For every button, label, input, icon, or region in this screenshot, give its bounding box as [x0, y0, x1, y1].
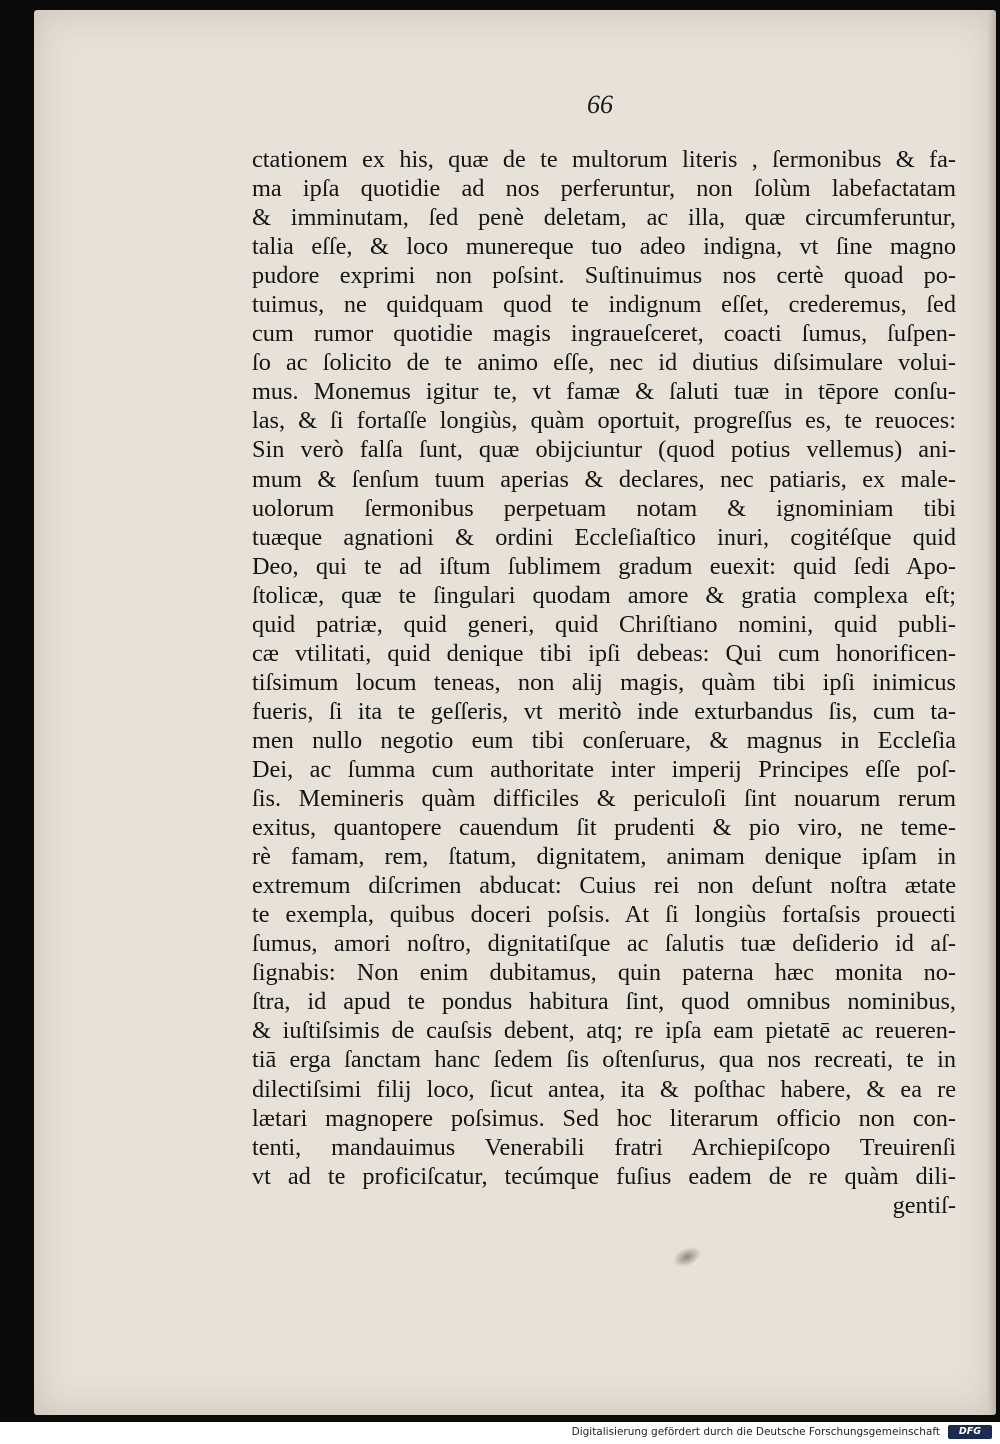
dfg-logo: DFG: [948, 1425, 992, 1439]
text-line: cæ vtilitati, quid denique tibi ipſi debeas: Qui cum honorificen-: [252, 639, 956, 667]
body-text: [252, 145, 956, 1220]
text-line: quid patriæ, quid generi, quid Chriſtiano nomini, quid publi-: [252, 610, 956, 638]
text-line: mum & ſenſum tuum aperias & declares, nec patiaris, ex male-: [252, 465, 956, 493]
text-line: tuæque agnationi & ordini Eccleſiaſtico inuri, cogitéſque quid: [252, 523, 956, 551]
text-line: las, & ſi fortaſſe longiùs, quàm oportuit, progreſſus es, te reuoces:: [252, 407, 956, 435]
text-line: cum rumor quotidie magis ingraueſceret, coacti ſumus, ſuſpen-: [252, 320, 956, 348]
page-edge: [988, 10, 996, 1415]
text-line: Dei, ac ſumma cum authoritate inter imperij Principes eſſe poſ-: [252, 755, 956, 783]
text-line: tiā erga ſanctam hanc ſedem ſis oſtenſurus, qua nos recreati, te in: [252, 1046, 956, 1074]
text-line: men nullo negotio eum tibi conſeruare, & magnus in Eccleſia: [252, 726, 956, 754]
text-line: vt ad te proficiſcatur, tecúmque fuſius eadem de re quàm dili-: [252, 1162, 956, 1190]
text-line: rè famam, rem, ſtatum, dignitatem, animam denique ipſam in: [252, 843, 956, 871]
text-line: Deo, qui te ad iſtum ſublimem gradum euexit: quid ſedi Apo-: [252, 552, 956, 580]
text-line: & imminutam, ſed penè deletam, ac illa, quæ circumferuntur,: [252, 204, 956, 232]
text-line: Sin verò falſa ſunt, quæ obijciuntur (quod potius vellemus) ani-: [252, 436, 956, 464]
text-line: tiſsimum locum teneas, non alij magis, quàm tibi ipſi inimicus: [252, 668, 956, 696]
text-line: ſignabis: Non enim dubitamus, quin paterna hæc monita no-: [252, 959, 956, 987]
text-line: ſis. Memineris quàm difficiles & periculoſi ſint nouarum rerum: [252, 785, 956, 813]
text-line: tenti, mandauimus Venerabili fratri Archiepiſcopo Treuirenſi: [252, 1133, 956, 1161]
text-line: ma ipſa quotidie ad nos perferuntur, non ſolùm labefactatam: [252, 175, 956, 203]
text-line: & iuſtiſsimis de cauſsis debent, atq; re ipſa eam pietatē ac reueren-: [252, 1017, 956, 1045]
text-line: talia eſſe, & loco munereque tuo adeo indigna, vt ſine magno: [252, 233, 956, 261]
text-line: exitus, quantopere cauendum ſit prudenti & pio viro, ne teme-: [252, 814, 956, 842]
text-line: pudore exprimi non poſsint. Suſtinuimus nos certè quoad po-: [252, 262, 956, 290]
text-line: fueris, ſi ita te geſſeris, vt meritò inde exturbandus ſis, cum ta-: [252, 697, 956, 725]
page-number: 66: [587, 90, 613, 119]
text-line: mus. Monemus igitur te, vt famæ & ſaluti tuæ in tēpore conſu-: [252, 378, 956, 406]
text-line: te exempla, quibus doceri poſsis. At ſi longiùs fortaſsis prouecti: [252, 901, 956, 929]
text-line: extremum diſcrimen abducat: Cuius rei non deſunt noſtra ætate: [252, 872, 956, 900]
text-line: dilectiſsimi filij loco, ſicut antea, ita & poſthac habere, & ea re: [252, 1075, 956, 1103]
text-line: ſtolicæ, quæ te ſingulari quodam amore & gratia complexa eſt;: [252, 581, 956, 609]
text-line: tuimus, ne quidquam quod te indignum eſſet, crederemus, ſed: [252, 291, 956, 319]
text-line: ſtra, id apud te pondus habitura ſint, quod omnibus nominibus,: [252, 988, 956, 1016]
text-line: ſumus, amori noſtro, dignitatiſque ac ſalutis tuæ deſiderio id aſ-: [252, 930, 956, 958]
text-line: uolorum ſermonibus perpetuam notam & ignominiam tibi: [252, 494, 956, 522]
text-line: ctationem ex his, quæ de te multorum literis , ſermonibus & fa-: [252, 146, 956, 173]
digitization-credit: Digitalisierung gefördert durch die Deutsche Forschungsgemeinschaft: [571, 1426, 940, 1438]
catchword: gentiſ-: [892, 1191, 956, 1219]
text-line: ſo ac ſolicito de te animo eſſe, nec id diutius diſsimulare volui-: [252, 349, 956, 377]
text-line: lætari magnopere poſsimus. Sed hoc literarum officio non con-: [252, 1104, 956, 1132]
